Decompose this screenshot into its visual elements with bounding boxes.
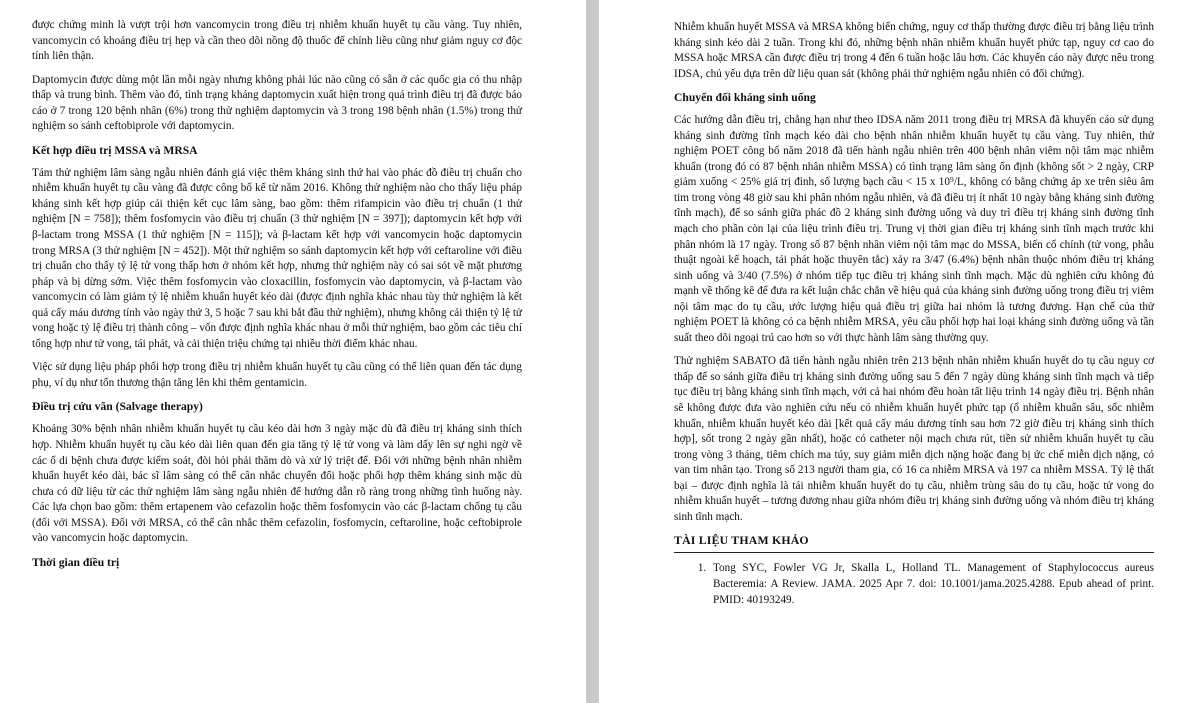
paragraph: Các hướng dẫn điều trị, chẳng hạn như theo IDSA năm 2011 trong điều trị MRSA đã khuyến cáo sử dụng kháng sinh đường tĩnh mạch kéo dài cho bệnh nhân nhiễm khuẩn huyết tụ cầu vàng. Tuy nhiên, thử nghiệm POET công bố năm 2018 đã tiến hành ngẫu nhiên trên 400 bệnh nhân viêm nội tâm mạc nhiễm khuẩn (trong đó có 87 bệnh nhân nhiễm MSSA) có tình trạng lâm sàng ổn định (không sốt > 2 ngày, CRP giảm xuống < 25% giá trị đỉnh, số lượng bạch cầu < 15 x 10⁹/L, không có bằng chứng áp xe trên siêu âm tim trong vòng 48 giờ sau khi phân nhóm ngẫu nhiên, và đã điều trị ít nhất 10 ngày bằng kháng sinh đường tĩnh mạch), để so sánh giữa phác đồ 2 kháng sinh đường uống và duy trì điều trị kháng sinh đường tĩnh mạch cho phần còn lại của liệu trình điều trị. Trung vị thời gian điều trị kháng sinh tĩnh mạch trước khi phân nhóm là 17 ngày. Trong số 87 bệnh nhân viêm nội tâm mạc do MSSA, biến cố chính (tử vong, phẫu thuật ngoài kế hoạch, tái phát hoặc thuyên tắc) xảy ra 3/47 (6.4%) bệnh nhân thuộc nhóm điều trị kháng sinh uống và 3/40 (7.5%) ở nhóm tiếp tục điều trị kháng sinh tĩnh mạch. Mặc dù nghiên cứu không đủ mạnh về thống kê để đưa ra kết luận chắc chắn về hiệu quả của kháng sinh đường uống trong điều trị viêm nội tâm mạc do tụ cầu, ước lượng hiệu quả điều trị giữa hai nhóm là tương đương. Hạn chế của thử nghiệm POET là không có ca bệnh nhiễm MRSA, yêu cầu phối hợp hai loại kháng sinh đường uống và tần suất theo dõi ngoại trú cao hơn so với thực hành lâm sàng thường quy. [674, 114, 1154, 344]
paragraph: được chứng minh là vượt trội hơn vancomycin trong điều trị nhiễm khuẩn huyết tụ cầu vàng. Tuy nhiên, vancomycin có khoảng điều trị hẹp và cần theo dõi nồng độ thuốc để chỉnh liều cũng như giảm nguy cơ độc tính liên thận. [32, 19, 522, 63]
paragraph: Khoảng 30% bệnh nhân nhiễm khuẩn huyết tụ cầu kéo dài hơn 3 ngày mặc dù đã điều trị kháng sinh thích hợp. Nhiễm khuẩn huyết tụ cầu kéo dài liên quan đến gia tăng tỷ lệ tử vong và làm dấy lên sự nghi ngờ về các ổ di bệnh chưa được kiểm soát, đòi hỏi phải thăm dò và xử lý triệt để. Đối với những bệnh nhân nhiễm khuẩn huyết kéo dài, bác sĩ lâm sàng có thể cân nhắc chuyển đổi hoặc phối hợp thêm kháng sinh mặc dù chưa có dữ liệu từ các thử nghiệm lâm sàng ngẫu nhiên để hướng dẫn rõ ràng trong những tình huống này. Các lựa chọn bao gồm: thêm ertapenem vào cefazolin hoặc thêm fosfomycin vào các β-lactam chống tụ cầu (đối với MSSA). Đối với MRSA, có thể cân nhắc thêm cefazolin, fosfomycin, ceftaroline, hoặc ceftobiprole vào vancomycin hoặc daptomycin. [32, 423, 522, 545]
section-heading: Điều trị cứu vãn (Salvage therapy) [32, 400, 203, 414]
section-heading: Kết hợp điều trị MSSA và MRSA [32, 143, 198, 157]
paragraph: Daptomycin được dùng một lần mỗi ngày nhưng không phải lúc nào cũng có sẵn ở các quốc gia có thu nhập thấp và trung bình. Thêm vào đó, tình trạng kháng daptomycin xuất hiện trong quá trình điều trị đã được báo cáo ở 7 trong 120 bệnh nhân (6%) trong thử nghiệm daptomycin và 3 trong 198 bệnh nhân (1.5%) trong thử nghiệm so sánh ceftobiprole với daptomycin. [32, 73, 522, 133]
references-list [674, 561, 1154, 608]
section-heading: Thời gian điều trị [32, 555, 120, 569]
paragraph: Thử nghiệm SABATO đã tiến hành ngẫu nhiên trên 213 bệnh nhân nhiễm khuẩn huyết do tụ cầu nguy cơ thấp để so sánh giữa điều trị kháng sinh đường uống sau 5 đến 7 ngày dùng kháng sinh tĩnh mạch và tiếp tục điều trị bằng kháng sinh tĩnh mạch, với cả hai nhóm đều hoàn tất liệu trình 14 ngày điều trị. Bệnh nhân sẽ không được đưa vào nghiên cứu nếu có nhiễm khuẩn huyết phức tạp (ổ nhiễm khuẩn sâu, sốc nhiễm khuẩn, nhiễm khuẩn huyết kéo dài [kết quả cấy máu dương tính sau hơn 72 giờ điều trị kháng sinh thích hợp], sốt trong 2 ngày gần nhất), hoặc có catheter nội mạch chưa rút, tiền sử nhiễm khuẩn huyết tụ cầu trong vòng 3 tháng, tiêm chích ma túy, suy giảm miễn dịch nặng hoặc đang bị ức chế miễn dịch nặng, có van tim nhân tạo. Trong số 213 người tham gia, có 16 ca nhiễm MRSA và 197 ca nhiễm MSSA. Tỷ lệ thất bại – được định nghĩa là tái nhiễm khuẩn huyết do tụ cầu, nhiễm trùng sâu do tụ cầu, hoặc tử vong do nhiễm khuẩn huyết – tương đương nhau giữa nhóm điều trị kháng sinh đường uống và nhóm điều trị kháng sinh tĩnh mạch. [674, 355, 1154, 523]
references-heading: TÀI LIỆU THAM KHẢO [674, 533, 1154, 553]
section-heading: Chuyển đổi kháng sinh uống [674, 91, 816, 105]
paragraph: Tám thử nghiệm lâm sàng ngẫu nhiên đánh giá việc thêm kháng sinh thứ hai vào phác đồ điều trị chuẩn cho nhiễm khuẩn huyết tụ cầu vàng đã được công bố kể từ năm 2016. Không thử nghiệm nào cho thấy liệu pháp kháng sinh kết hợp giúp cải thiện kết cục lâm sàng, bao gồm: thêm rifampicin vào điều trị chuẩn (1 thử nghiệm [N = 758]); thêm fosfomycin vào điều trị chuẩn (3 thử nghiệm [N = 397]); daptomycin kết hợp với β-lactam trong MSSA (1 thử nghiệm [N = 115]); và β-lactam kết hợp với vancomycin hoặc daptomycin trong MRSA (3 thử nghiệm [N = 452]). Một thử nghiệm so sánh daptomycin kết hợp với ceftaroline với điều trị chuẩn cho thấy tỷ lệ tử vong thấp hơn ở nhóm kết hợp, nhưng thử nghiệm này có sai sót về mặt phương pháp và bị dừng sớm. Việc thêm fosfomycin vào cloxacillin, fosfomycin vào daptomycin, và β-lactam vào vancomycin có làm giảm tỷ lệ nhiễm khuẩn huyết kéo dài (được định nghĩa khác nhau tùy thử nghiệm là kết quả cấy máu dương tính vào ngày thứ 3, 5 hoặc 7 sau khi bắt đầu thử nghiệm), nhưng không cải thiện tỷ lệ tử vong hoặc tỷ lệ điều trị thành công – vốn được định nghĩa khác nhau ở mỗi thử nghiệm, bao gồm các tiêu chí tổng hợp như tử vong, tái phát, và cải thiện triệu chứng tại nhiều thời điểm khác nhau. [32, 166, 522, 350]
paragraph: Việc sử dụng liệu pháp phối hợp trong điều trị nhiễm khuẩn huyết tụ cầu cũng có thể liên quan đến tác dụng phụ, ví dụ như tổn thương thận tăng lên khi thêm gentamicin. [32, 361, 522, 389]
reference-item: 1. Tong SYC, Fowler VG Jr, Skalla L, Holland TL. Management of Staphylococcus aureus Bacteremia: A Review. JAMA. 2025 Apr 7. doi: 10.1001/jama.2025.4288. Epub ahead of print. PMID: 40193249. [709, 561, 1154, 608]
document-page-left [0, 0, 586, 703]
paragraph: Nhiễm khuẩn huyết MSSA và MRSA không biến chứng, nguy cơ thấp thường được điều trị bằng liệu trình kháng sinh kéo dài 2 tuần. Trong khi đó, những bệnh nhân nhiễm khuẩn huyết phức tạp, nguy cơ cao do MSSA hoặc MRSA cần được điều trị trong 4 đến 6 tuần hoặc lâu hơn. Các khuyến cáo này được nêu trong IDSA, chủ yếu dựa trên dữ liệu quan sát (không phải thử nghiệm ngẫu nhiên có đối chứng). [674, 21, 1154, 80]
document-page-right [599, 0, 1196, 703]
